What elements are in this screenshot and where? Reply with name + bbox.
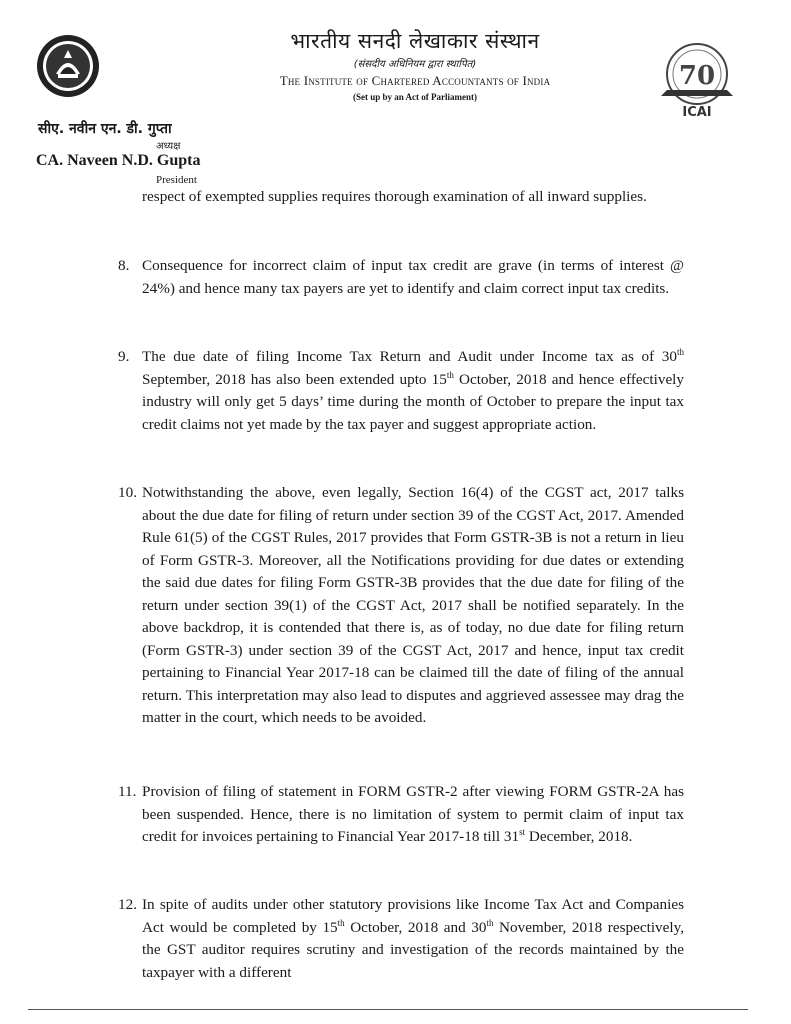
logo-text: ICAI xyxy=(682,105,712,120)
icai-emblem-logo xyxy=(36,34,100,98)
footer-divider xyxy=(28,1009,748,1010)
paragraph-11 xyxy=(118,781,684,849)
paragraph-number: 12. xyxy=(118,896,137,913)
institute-name-english: The Institute of Chartered Accountants of India xyxy=(279,73,551,88)
president-name-hindi: सीए. नवीन एन. डी. गुप्ता xyxy=(38,121,172,137)
superscript: th xyxy=(486,917,494,928)
president-title: President xyxy=(156,174,197,186)
institute-subtitle-hindi: (संसदीय अधिनियम द्वारा स्थापित) xyxy=(353,59,477,70)
logo-number: 70 xyxy=(678,61,716,91)
institute-subtitle-english: (Set up by an Act of Parliament) xyxy=(353,92,477,102)
paragraph-number: 10. xyxy=(118,484,137,501)
institute-name-hindi: भारतीय सनदी लेखाकार संस्थान xyxy=(290,29,540,53)
paragraph-text: Provision of filing of statement in FORM GSTR-2 after viewing FORM GSTR-2A has been suspended. Hence, there is no limitation of system to permit claim of input tax credit for invoices pertaining to Financial Year 2017-18 till 31 xyxy=(142,783,684,845)
paragraph-text: In spite of audits under other statutory provisions like Income Tax Act and Companies Act would be completed by 15 xyxy=(142,896,684,936)
superscript: th xyxy=(676,347,684,357)
superscript: st xyxy=(519,827,526,837)
paragraph-text: December, 2018. xyxy=(525,828,633,845)
paragraph-9 xyxy=(118,346,684,436)
superscript: th xyxy=(446,369,454,380)
president-name: CA. Naveen N.D. Gupta xyxy=(36,152,201,169)
president-title-hindi: अध्यक्ष xyxy=(156,141,181,152)
paragraph-text: October, 2018 and hence effectively industry will only get 5 days’ time during the month of October to prepare the input tax credit claims not yet made by the tax payer and suggest appropriate action. xyxy=(142,370,684,433)
paragraph-7-continuation: respect of exempted supplies requires thorough examination of all inward supplies. xyxy=(142,188,647,205)
paragraph-number: 11. xyxy=(118,783,137,800)
superscript: th xyxy=(337,917,345,928)
paragraph-text: November, 2018 respectively, the GST auditor requires scrutiny and investigation of the records maintained by the taxpayer with a different xyxy=(142,918,684,981)
icai-70-years-logo xyxy=(651,32,743,124)
paragraph-text: October, 2018 and 30 xyxy=(344,918,487,936)
paragraph-number: 9. xyxy=(118,348,130,365)
paragraph-text: Consequence for incorrect claim of input tax credit are grave (in terms of interest @ 24%) and hence many tax payers are yet to identify and claim correct input tax credits. xyxy=(142,257,684,297)
paragraph-10 xyxy=(118,482,684,730)
paragraph-text: The due date of filing Income Tax Return and Audit under Income tax as of 30 xyxy=(142,348,677,365)
paragraph-8 xyxy=(118,255,684,300)
paragraph-text: Notwithstanding the above, even legally, Section 16(4) of the CGST act, 2017 talks about the due date for filing of return under section 39 of the CGST Act, 2017. Amended Rule 61(5) of the CGST Rules, 2017 provides that Form GSTR-3B is not a return in lieu of Form GSTR-3. Moreover, all the Notifications providing for due dates or extending the said due dates for filing Form GSTR-3B provides that the due date for filing of the return under section 39(1) of the CGST Act, 2017 shall be notified separately. In the above backdrop, it is contended that there is, as of today, no due date for filing return (Form GSTR-3) under section 39 of the CGST Act, 2017 and hence, input tax credit pertaining to Financial Year 2017-18 can be claimed till the date of filing of the annual return. This interpretation may also lead to disputes and aggrieved assessee may drag the matter in the court, which needs to be avoided. xyxy=(142,484,684,726)
paragraph-text: September, 2018 has also been extended upto 15 xyxy=(142,370,447,388)
paragraph-12 xyxy=(118,894,684,984)
paragraph-number: 8. xyxy=(118,257,130,274)
